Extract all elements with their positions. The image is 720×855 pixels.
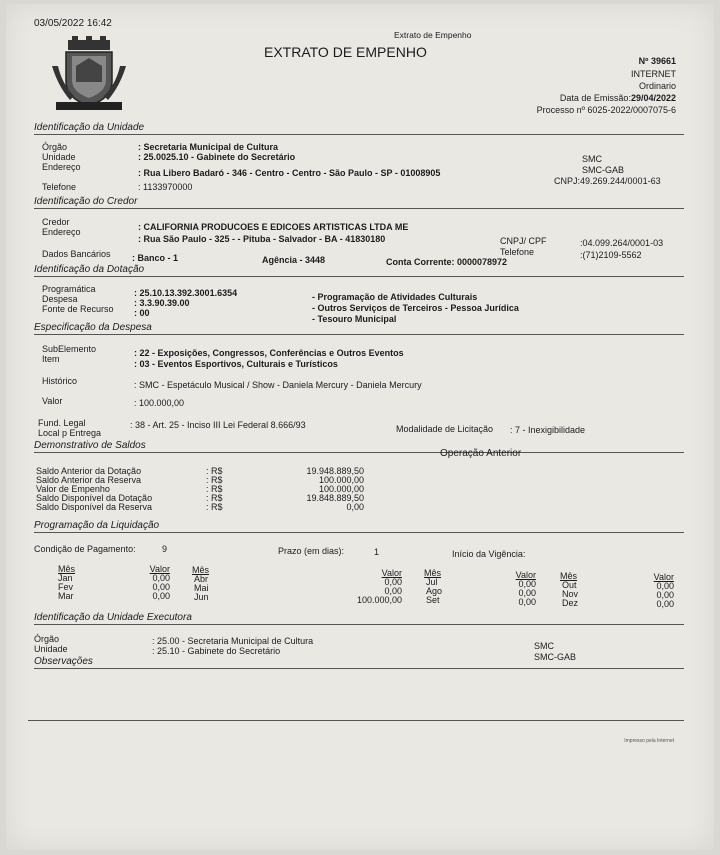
credor-value: : CALIFORNIA PRODUCOES E EDICOES ARTISTICAS LTDA ME — [138, 222, 409, 232]
orgao-label: Órgão — [42, 142, 68, 152]
valor-cell: 0,00 — [152, 573, 170, 583]
valor-cell: 0,00 — [518, 588, 536, 598]
unidade-value: : 25.0025.10 - Gabinete do Secretário — [138, 152, 296, 162]
issue-date — [560, 93, 676, 103]
bancarios-label: Dados Bancários — [42, 249, 111, 259]
valor-label: Valor — [42, 396, 63, 406]
endereco-value: : Rua Libero Badaró - 346 - Centro - Centro - São Paulo - SP - 01008905 — [138, 168, 441, 178]
executora-orgao-value: : 25.00 - Secretaria Municipal de Cultura — [152, 636, 314, 646]
mes-cell: Out — [562, 580, 577, 590]
mes-cell: Abr — [194, 574, 209, 584]
prazo-label: Prazo (em dias): — [278, 546, 345, 556]
valor-header: Valor — [653, 572, 674, 582]
modalidade-value: : 7 - Inexigibilidade — [510, 425, 586, 435]
telefone-value: : 1133970000 — [138, 182, 193, 192]
doc-type-small: Extrato de Empenho — [394, 30, 472, 40]
mes-cell: Ago — [426, 586, 443, 596]
valor-cell: 0,00 — [384, 586, 402, 596]
mes-cell: Nov — [562, 589, 579, 599]
saldo-value: 19.848.889,50 — [306, 493, 364, 503]
valor-header: Valor — [515, 570, 536, 580]
impresso-label: Impresso pela Internet — [624, 738, 674, 744]
mes-cell: Mar — [58, 591, 74, 601]
local-entrega-label: Local p Entrega — [38, 428, 102, 438]
executora-unidade-value: : 25.10 - Gabinete do Secretário — [152, 646, 281, 656]
subelemento-value: : 22 - Exposições, Congressos, Conferências e Outros Eventos — [134, 348, 404, 358]
mes-header: Mês — [424, 568, 442, 578]
subelemento-label: SubElemento — [42, 344, 97, 354]
section-credor: Identificação do Credor — [34, 196, 684, 209]
section-liquidacao: Programação da Liquidação — [34, 520, 684, 533]
unidade-label: Unidade — [42, 152, 76, 162]
unidade-cnpj: CNPJ:49.269.244/0001-63 — [554, 176, 661, 186]
despesa-desc: - Outros Serviços de Terceiros - Pessoa Jurídica — [312, 303, 519, 313]
saldo-label: Saldo Anterior da Dotação — [36, 466, 142, 476]
saldo-currency: : R$ — [206, 484, 223, 494]
credor-endereco-label: Endereço — [42, 227, 81, 237]
section-observacoes: Observações — [34, 656, 684, 669]
item-value: : 03 - Eventos Esportivos, Culturais e Turísticos — [134, 359, 338, 369]
fund-legal-label: Fund. Legal — [38, 418, 86, 428]
saldo-value: 0,00 — [346, 502, 364, 512]
fonte-desc: - Tesouro Municipal — [312, 314, 397, 324]
valor-cell: 100.000,00 — [356, 595, 402, 605]
document-page — [6, 4, 714, 850]
despesa-value: : 3.3.90.39.00 — [134, 298, 190, 308]
type-label: Ordinario — [638, 81, 676, 91]
section-especificacao: Especificação da Despesa — [34, 322, 684, 335]
historico-value: : SMC - Espetáculo Musical / Show - Daniela Mercury - Daniela Mercury — [134, 380, 422, 390]
operacao-anterior: Operação Anterior — [440, 448, 522, 459]
valor-cell: 0,00 — [384, 577, 402, 587]
mes-cell: Jul — [426, 577, 438, 587]
valor-cell: 0,00 — [656, 581, 674, 591]
inicio-vigencia-label: Início da Vigência: — [452, 549, 526, 559]
historico-label: Histórico — [42, 376, 78, 386]
saldo-currency: : R$ — [206, 475, 223, 485]
programacao-desc: - Programação de Atividades Culturais — [312, 292, 478, 302]
conta-value: Conta Corrente: 0000078972 — [386, 257, 508, 267]
credor-endereco-value: : Rua São Paulo - 325 - - Pituba - Salvador - BA - 41830180 — [138, 234, 386, 244]
mes-header: Mês — [192, 565, 210, 575]
section-saldos: Demonstrativo de Saldos — [34, 440, 684, 453]
saldo-currency: : R$ — [206, 466, 223, 476]
banco-value: : Banco - 1 — [132, 253, 179, 263]
valor-cell: 0,00 — [518, 579, 536, 589]
executora-unidade-label: Unidade — [34, 644, 68, 654]
unidade-sigla: SMC — [582, 154, 602, 164]
credor-telefone-label: Telefone — [500, 247, 535, 257]
mes-cell: Fev — [58, 582, 74, 592]
executora-sigla: SMC — [534, 641, 554, 651]
saldo-currency: : R$ — [206, 502, 223, 512]
saldo-label: Valor de Empenho — [36, 484, 110, 494]
despesa-label: Despesa — [42, 294, 78, 304]
mes-cell: Jun — [194, 592, 209, 602]
bottom-divider — [28, 720, 684, 721]
valor-header: Valor — [381, 568, 402, 578]
mes-cell: Set — [426, 595, 440, 605]
executora-orgao-label: Órgão — [34, 634, 60, 644]
saldo-value: 100.000,00 — [318, 475, 364, 485]
section-unidade: Identificação da Unidade — [34, 122, 684, 135]
mes-cell: Jan — [58, 573, 73, 583]
agencia-value: Agência - 3448 — [262, 255, 326, 265]
condicao-label: Condição de Pagamento: — [34, 544, 136, 554]
mes-header: Mês — [560, 571, 578, 581]
saldo-label: Saldo Disponível da Reserva — [36, 502, 153, 512]
valor-cell: 0,00 — [152, 582, 170, 592]
saldo-currency: : R$ — [206, 493, 223, 503]
page-title: EXTRATO DE EMPENHO — [264, 44, 427, 60]
fonte-label: Fonte de Recurso — [42, 304, 114, 314]
credor-cnpj-value: :04.099.264/0001-03 — [580, 238, 664, 248]
issue-date-value: 29/04/2022 — [630, 93, 676, 103]
credor-cnpj-label: CNPJ/ CPF — [500, 236, 547, 246]
unidade-sigla-gab: SMC-GAB — [582, 165, 625, 175]
issue-date-label: Data de Emissão: — [559, 93, 631, 103]
section-executora: Identificação da Unidade Executora — [34, 612, 684, 625]
programatica-value: : 25.10.13.392.3001.6354 — [134, 288, 238, 298]
document-number: Nº 39661 — [638, 56, 676, 66]
fund-legal-value: : 38 - Art. 25 - Inciso III Lei Federal 8.666/93 — [130, 420, 306, 430]
saldo-value: 100.000,00 — [318, 484, 364, 494]
saldo-label: Saldo Anterior da Reserva — [36, 475, 142, 485]
orgao-value: : Secretaria Municipal de Cultura — [138, 142, 279, 152]
valor-cell: 0,00 — [518, 597, 536, 607]
print-datetime: 03/05/2022 16:42 — [34, 18, 112, 29]
origin-label: INTERNET — [631, 69, 676, 79]
endereco-label: Endereço — [42, 162, 81, 172]
fonte-value: : 00 — [134, 308, 150, 318]
section-dotacao: Identificação da Dotação — [34, 264, 684, 277]
credor-telefone-value: :(71)2109-5562 — [580, 250, 642, 260]
telefone-label: Telefone — [42, 182, 77, 192]
mes-cell: Dez — [562, 598, 579, 608]
programatica-label: Programática — [42, 284, 96, 294]
valor-cell: 0,00 — [656, 590, 674, 600]
saldo-value: 19.948.889,50 — [306, 466, 364, 476]
mes-header: Mês — [58, 564, 76, 574]
valor-cell: 0,00 — [152, 591, 170, 601]
process-number: Processo nº 6025-2022/0007075-6 — [536, 105, 676, 115]
prazo-value: 1 — [374, 547, 380, 557]
credor-label: Credor — [42, 217, 70, 227]
valor-header: Valor — [149, 564, 170, 574]
mes-cell: Mai — [194, 583, 209, 593]
city-seal-icon — [50, 36, 128, 114]
item-label: Item — [42, 354, 60, 364]
executora-sigla-gab: SMC-GAB — [534, 652, 577, 662]
saldo-label: Saldo Disponível da Dotação — [36, 493, 153, 503]
valor-cell: 0,00 — [656, 599, 674, 609]
valor-value: : 100.000,00 — [134, 398, 185, 408]
modalidade-label: Modalidade de Licitação — [396, 424, 494, 434]
condicao-value: 9 — [162, 544, 168, 554]
